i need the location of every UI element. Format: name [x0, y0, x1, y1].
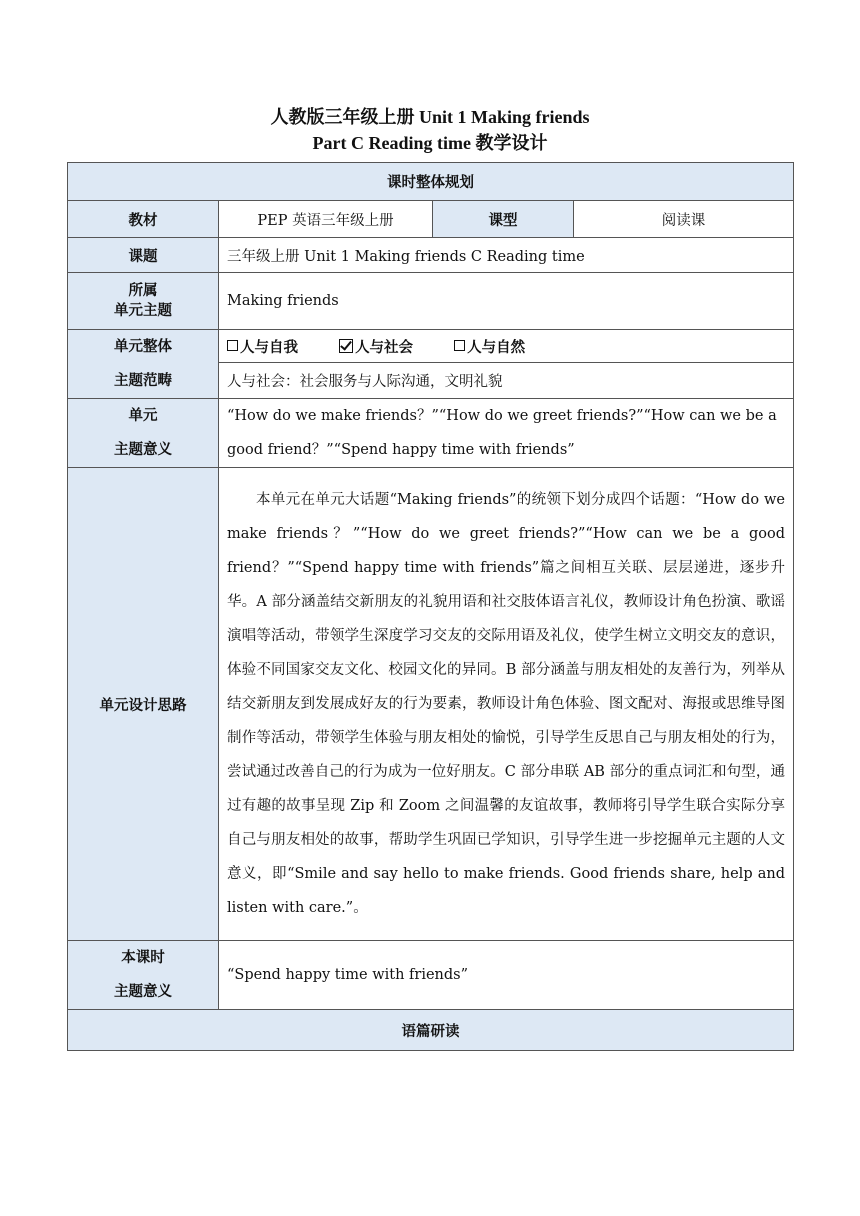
title-line-2: Part C Reading time 教学设计	[312, 133, 548, 153]
title-line-1: 人教版三年级上册 Unit 1 Making friends	[270, 107, 590, 127]
lesson-meaning-label-line-1: 本课时	[121, 950, 165, 966]
option-society[interactable]	[339, 340, 413, 356]
unit-meaning-label-line-1: 单元	[128, 408, 158, 424]
textbook-row	[68, 201, 794, 238]
option-nature-label: 人与自然	[467, 339, 526, 356]
unit-design-text: 本单元在单元大话题“Making friends”的统领下划分成四个话题：“How do we make friends？”“How do we greet friends?”“How can we be a good friend？”“Spend happy time with friends”篇之间相互关联、层层递进，逐步升华。A 部分涵盖结交新朋友的礼貌用语和社交肢体语言礼仪，教师设计角色扮演、歌谣演唱等活动，带领学生深度学习交友的交际用语及礼仪，使学生树立文明交友的意识，体验不同国家交友文化、校园文化的异同。B 部分涵盖与朋友相处的友善行为，列举从结交新朋友到发展成好友的行为要素，教师设计角色体验、图文配对、海报或思维导图制作等活动，带领学生体验与朋友相处的愉悦，引导学生反思自己与朋友相处的行为，尝试通过改善自己的行为成为一位好朋友。C 部分串联 AB 部分的重点词汇和句型，通过有趣的故事呈现 Zip 和 Zoom 之间温馨的友谊故事，教师将引导学生联合实际分享自己与朋友相处的故事，帮助学生巩固已学知识，引导学生进一步挖掘单元主题的人文意义，即“Smile and say hello to make friends. Good friends share, help and listen with care.”。	[227, 492, 785, 916]
lesson-meaning-row	[68, 941, 794, 1010]
lesson-meaning-label	[68, 941, 219, 1010]
lesson-type-label: 课型	[433, 201, 574, 238]
document-title	[0, 104, 860, 156]
theme-scope-label-line-2: 主题范畴	[114, 373, 172, 389]
unit-meaning-value: “How do we make friends？”“How do we greet friends?”“How can we be a good friend？”“Spend happy time with friends”	[219, 399, 794, 468]
unit-theme-label	[68, 273, 219, 330]
lesson-meaning-value: “Spend happy time with friends”	[219, 941, 794, 1010]
textbook-value: PEP 英语三年级上册	[219, 201, 433, 238]
theme-scope-detail: 人与社会：社会服务与人际沟通，文明礼貌	[219, 363, 794, 399]
topic-row	[68, 238, 794, 273]
theme-scope-label	[68, 330, 219, 399]
unit-meaning-label-line-2: 主题意义	[114, 442, 172, 458]
reading-header-row	[68, 1010, 794, 1051]
unit-meaning-label	[68, 399, 219, 468]
option-self-label: 人与自我	[240, 339, 298, 356]
theme-options	[219, 330, 794, 363]
lesson-plan-table	[67, 162, 794, 1051]
unit-meaning-row	[68, 399, 794, 468]
topic-label: 课题	[68, 238, 219, 273]
theme-scope-label-line-1: 单元整体	[114, 339, 172, 355]
unit-design-text-cell	[219, 468, 794, 941]
unit-theme-label-line-1: 所属	[128, 283, 158, 299]
unit-theme-row	[68, 273, 794, 330]
unit-theme-label-line-2: 单元主题	[114, 303, 172, 319]
overall-plan-header-row	[68, 163, 794, 201]
textbook-label: 教材	[68, 201, 219, 238]
unit-design-row	[68, 468, 794, 941]
theme-scope-row	[68, 330, 794, 363]
option-society-label: 人与社会	[355, 339, 414, 356]
unit-design-label: 单元设计思路	[68, 468, 219, 941]
lesson-type-value: 阅读课	[574, 201, 794, 238]
topic-value: 三年级上册 Unit 1 Making friends C Reading time	[219, 238, 794, 273]
section-text-reading: 语篇研读	[68, 1010, 794, 1051]
lesson-meaning-label-line-2: 主题意义	[114, 984, 172, 1000]
checkbox-unchecked-icon	[454, 340, 465, 351]
checkbox-unchecked-icon	[227, 340, 238, 351]
checkbox-checked-icon	[339, 339, 353, 353]
unit-theme-value: Making friends	[219, 273, 794, 330]
section-overall-plan: 课时整体规划	[68, 163, 794, 201]
option-nature[interactable]	[454, 340, 525, 356]
option-self[interactable]	[227, 340, 298, 356]
